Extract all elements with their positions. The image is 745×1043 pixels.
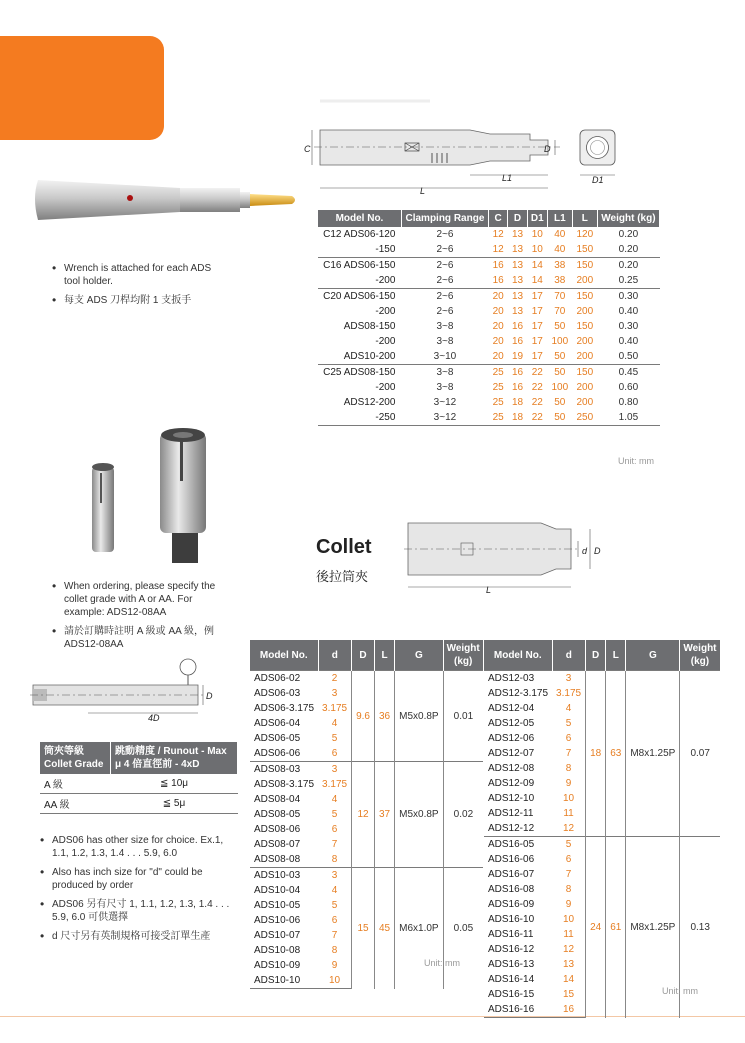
model-cell: -250 [318, 410, 401, 426]
dim-d-small: d [582, 546, 588, 556]
table-row [250, 671, 483, 687]
value-cell: 25 [492, 382, 504, 393]
table-row [318, 319, 660, 334]
model-cell: ADS12-05 [488, 718, 535, 729]
value-cell: 38 [547, 258, 572, 274]
model-cell: ADS12-03 [484, 671, 552, 687]
model-cell: ADS10-03 [250, 868, 318, 884]
table-row [318, 380, 660, 395]
value-cell: 0.30 [618, 321, 639, 332]
d-cell: 8 [331, 854, 338, 865]
header-cell: L [606, 640, 626, 671]
model-cell: ADS16-05 [484, 837, 552, 853]
header-cell: Weight (kg) [443, 640, 483, 671]
header-cell: L [374, 640, 394, 671]
value-cell: 200 [576, 351, 594, 362]
d-cell: 9 [331, 960, 338, 971]
model-cell: ADS06-03 [254, 688, 301, 699]
collet-subtitle: 後拉筒夾 [316, 569, 369, 584]
model-cell: ADS10-05 [254, 900, 301, 911]
table-header-row [484, 640, 720, 671]
value-cell: 3~10 [433, 351, 457, 362]
table-row [250, 762, 483, 778]
dim-4d: 4D [148, 713, 160, 723]
unit-label: Unit: mm [662, 986, 698, 996]
header-cell: Model No. [484, 640, 552, 671]
dim-d-runout: D [206, 691, 213, 701]
value-cell: 40 [554, 244, 566, 255]
note-item: • 請於訂購時註明 A 級或 AA 級，例 ADS12-08AA [52, 625, 227, 651]
model-cell: ADS06-05 [254, 733, 301, 744]
group-g-cell: M8x1.25P [626, 837, 680, 1018]
notes-sizes [40, 834, 230, 949]
table-header-row [318, 210, 660, 227]
value-cell: 16 [488, 258, 507, 274]
value-cell: 20 [492, 336, 504, 347]
value-cell: 0.50 [618, 351, 639, 362]
d-cell: 6 [565, 854, 572, 865]
grade-cell: AA 級 [40, 794, 111, 814]
table-row [40, 774, 238, 794]
table-row [484, 671, 720, 687]
header-cell: C [488, 210, 507, 227]
model-cell: ADS16-16 [484, 1002, 552, 1018]
value-cell: 20 [492, 351, 504, 362]
note-item: • ADS06 has other size for choice. Ex.1, 1.1, 1.2, 1.3, 1.4 . . . 5.9, 6.0 [40, 834, 230, 860]
model-cell: ADS10-04 [254, 885, 301, 896]
value-cell: 250 [572, 410, 597, 426]
header-cell: d [318, 640, 352, 671]
model-cell: -200 [375, 382, 396, 393]
value-cell: 13 [508, 289, 527, 305]
value-cell: 3~8 [436, 336, 454, 347]
model-cell: ADS08-3.175 [254, 779, 315, 790]
table-header-row [40, 742, 238, 774]
d-cell: 7 [565, 869, 572, 880]
value-cell: 70 [547, 289, 572, 305]
value-cell: 0.60 [618, 382, 639, 393]
value-cell: 10 [531, 229, 543, 240]
d-cell: 11 [563, 929, 574, 940]
d-cell: 4 [331, 794, 338, 805]
note-item: • Also has inch size for "d" could be produced by order [40, 866, 230, 892]
value-cell: 3~8 [401, 365, 488, 381]
value-cell: 13 [511, 229, 524, 240]
value-cell: 13 [508, 258, 527, 274]
value-cell: 10 [531, 244, 543, 255]
d-cell: 10 [318, 973, 352, 989]
table-row [318, 410, 660, 426]
value-cell: 20 [492, 321, 504, 332]
d-cell: 6 [331, 748, 338, 759]
group-w-cell: 0.13 [680, 837, 720, 1018]
model-cell: ADS06-02 [250, 671, 318, 687]
value-cell: 16 [508, 365, 527, 381]
d-cell: 8 [565, 884, 572, 895]
value-cell: 38 [554, 275, 566, 286]
d-cell: 11 [563, 808, 574, 819]
value-cell: 17 [531, 321, 543, 332]
header-cell: Weight (kg) [597, 210, 659, 227]
model-cell: ADS16-08 [488, 884, 535, 895]
model-cell: ADS12-11 [488, 808, 534, 819]
value-cell: 150 [576, 244, 594, 255]
model-cell: ADS10-07 [254, 930, 301, 941]
value-cell: 120 [576, 229, 594, 240]
table-header-row [250, 640, 483, 671]
header-cell: Weight (kg) [680, 640, 720, 671]
d-cell: 2 [318, 671, 352, 687]
value-cell: 19 [511, 351, 524, 362]
value-cell: 100 [551, 382, 569, 393]
tool-holder-drawing [300, 95, 640, 200]
dim-l: L [420, 186, 426, 196]
dim-c: C [304, 144, 311, 154]
d-cell: 13 [563, 959, 575, 970]
header-cell: Model No. [250, 640, 318, 671]
model-cell: ADS16-14 [488, 974, 535, 985]
notes-ordering [52, 580, 227, 657]
value-cell: 14 [527, 258, 547, 274]
value-cell: 17 [531, 306, 543, 317]
value-cell: 20 [488, 289, 507, 305]
value-cell: 25 [488, 410, 507, 426]
group-w-cell: 0.02 [443, 762, 483, 868]
d-cell: 6 [331, 824, 338, 835]
value-cell: 20 [492, 306, 504, 317]
note-item: • ADS06 另有尺寸 1, 1.1, 1.2, 1.3, 1.4 . . . 5.9, 6.0 可供選擇 [40, 898, 230, 924]
header-cell: Model No. [318, 210, 401, 227]
runout-drawing [28, 655, 228, 725]
group-w-cell: 0.07 [680, 671, 720, 837]
note-item: • When ordering, please specify the collet grade with A or AA. For example: ADS12-08AA [52, 580, 227, 619]
header-cell: D [586, 640, 606, 671]
value-cell: 2~6 [436, 229, 454, 240]
value-cell: 16 [511, 382, 524, 393]
model-cell: ADS10-06 [254, 915, 301, 926]
unit-label: Unit: mm [424, 958, 460, 968]
table-row [318, 289, 660, 305]
value-cell: 150 [572, 289, 597, 305]
unit-label: Unit: mm [618, 456, 654, 466]
header-cell: d [552, 640, 586, 671]
value-cell: 16 [511, 321, 524, 332]
header-cell: Clamping Range [401, 210, 488, 227]
model-cell: ADS10-09 [254, 960, 301, 971]
value-cell: 22 [531, 397, 543, 408]
section-tab [0, 36, 164, 140]
value-cell: 2~6 [401, 258, 488, 274]
model-cell: ADS06-04 [254, 718, 301, 729]
header-cell: D [508, 210, 527, 227]
model-cell: ADS08-06 [254, 824, 301, 835]
model-cell: ADS16-09 [488, 899, 535, 910]
model-cell: ADS10-08 [254, 945, 301, 956]
group-l-cell: 63 [606, 671, 626, 837]
value-cell: 200 [576, 275, 594, 286]
model-cell: ADS12-12 [488, 823, 535, 834]
header-cell: G [626, 640, 680, 671]
model-cell: ADS06-06 [254, 748, 301, 759]
value-cell: 25 [488, 365, 507, 381]
value-cell: 0.40 [618, 306, 639, 317]
tool-holder-photo [30, 168, 300, 238]
group-g-cell: M8x1.25P [626, 671, 680, 837]
value-cell: 3~12 [401, 410, 488, 426]
model-cell: ADS08-150 [343, 321, 396, 332]
model-cell: ADS08-07 [254, 839, 301, 850]
d-cell: 3 [552, 671, 586, 687]
value-cell: 0.40 [618, 336, 639, 347]
d-cell: 5 [552, 837, 586, 853]
group-g-cell: M6x1.0P [395, 868, 443, 989]
value-cell: 12 [492, 244, 504, 255]
table-row [318, 227, 660, 242]
value-cell: 50 [554, 321, 566, 332]
header-cell: G [395, 640, 443, 671]
runout-cell: ≦ 10μ [111, 774, 238, 794]
value-cell: 13 [511, 306, 524, 317]
table-row [318, 242, 660, 258]
value-cell: 0.20 [597, 258, 659, 274]
d-cell: 5 [565, 718, 572, 729]
table-row [318, 304, 660, 319]
model-cell: ADS08-03 [250, 762, 318, 778]
model-cell: ADS12-06 [488, 733, 535, 744]
value-cell: 3~12 [433, 397, 457, 408]
collet-spec-table-right [484, 640, 721, 1018]
d-cell: 5 [331, 809, 338, 820]
collet-photo [80, 425, 225, 580]
d-cell: 9 [565, 778, 572, 789]
value-cell: 1.05 [597, 410, 659, 426]
dim-l1: L1 [502, 173, 513, 183]
group-d-cell: 12 [352, 762, 375, 868]
dim-d: D [544, 144, 551, 154]
header-cell: D [352, 640, 375, 671]
model-cell: ADS12-07 [488, 748, 535, 759]
note-item: • d 尺寸另有英制規格可接受訂單生產 [40, 930, 230, 943]
model-cell: ADS10-200 [343, 351, 396, 362]
group-l-cell: 37 [374, 762, 394, 868]
value-cell: 70 [554, 306, 566, 317]
model-cell: ADS12-09 [488, 778, 535, 789]
d-cell: 7 [331, 930, 338, 941]
group-w-cell: 0.01 [443, 671, 483, 762]
table-row [318, 349, 660, 365]
d-cell: 10 [563, 914, 575, 925]
model-cell: C12 ADS06-120 [323, 229, 396, 240]
holder-spec-table [318, 210, 660, 426]
header-cell: D1 [527, 210, 547, 227]
value-cell: 2~6 [436, 244, 454, 255]
value-cell: 14 [531, 275, 543, 286]
group-d-cell: 18 [586, 671, 606, 837]
value-cell: 25 [492, 397, 504, 408]
model-cell: C25 ADS08-150 [318, 365, 401, 381]
model-cell: C20 ADS06-150 [318, 289, 401, 305]
table-row [318, 273, 660, 289]
value-cell: 0.20 [618, 229, 639, 240]
table-row [40, 794, 238, 814]
value-cell: 3~8 [436, 321, 454, 332]
model-cell: -200 [375, 306, 396, 317]
value-cell: 0.20 [618, 244, 639, 255]
d-cell: 3 [331, 688, 338, 699]
group-d-cell: 24 [586, 837, 606, 1018]
value-cell: 17 [531, 351, 543, 362]
d-cell: 7 [331, 839, 338, 850]
value-cell: 17 [531, 336, 543, 347]
model-cell: ADS10-10 [250, 973, 318, 989]
d-cell: 6 [565, 733, 572, 744]
d-cell: 10 [563, 793, 575, 804]
value-cell: 2~6 [436, 306, 454, 317]
notes-wrench [52, 262, 227, 313]
table-row [318, 258, 660, 274]
value-cell: 0.45 [597, 365, 659, 381]
d-cell: 4 [331, 885, 338, 896]
value-cell: 150 [572, 365, 597, 381]
table-row [318, 334, 660, 349]
dim-l-collet: L [486, 585, 492, 595]
value-cell: 0.30 [597, 289, 659, 305]
value-cell: 16 [511, 336, 524, 347]
model-cell: ADS12-200 [343, 397, 396, 408]
value-cell: 200 [576, 397, 594, 408]
d-cell: 16 [552, 1002, 586, 1018]
d-cell: 3 [318, 762, 352, 778]
value-cell: 22 [527, 365, 547, 381]
d-cell: 14 [563, 974, 575, 985]
header-cell: L [572, 210, 597, 227]
value-cell: 200 [576, 306, 594, 317]
model-cell: ADS08-08 [254, 854, 301, 865]
group-l-cell: 45 [374, 868, 394, 989]
collet-spec-table-left [250, 640, 484, 989]
value-cell: 2~6 [436, 275, 454, 286]
d-cell: 5 [331, 733, 338, 744]
value-cell: 40 [554, 229, 566, 240]
collet-drawing [286, 505, 616, 600]
group-w-cell: 0.05 [443, 868, 483, 989]
value-cell: 18 [511, 397, 524, 408]
header-cell: L1 [547, 210, 572, 227]
model-cell: ADS08-05 [254, 809, 301, 820]
value-cell: 12 [492, 229, 504, 240]
runout-cell: ≦ 5μ [111, 794, 238, 814]
dim-d1: D1 [592, 175, 604, 185]
value-cell: 13 [511, 244, 524, 255]
d-cell: 5 [331, 900, 338, 911]
model-cell: ADS12-10 [488, 793, 535, 804]
value-cell: 13 [511, 275, 524, 286]
group-d-cell: 9.6 [352, 671, 375, 762]
d-cell: 3.175 [322, 703, 348, 714]
model-cell: ADS12-3.175 [488, 688, 549, 699]
model-cell: -200 [375, 275, 396, 286]
value-cell: 50 [554, 397, 566, 408]
d-cell: 12 [563, 944, 575, 955]
d-cell: 12 [563, 823, 575, 834]
value-cell: 3~8 [436, 382, 454, 393]
value-cell: 50 [547, 365, 572, 381]
dim-d-large: D [594, 546, 601, 556]
model-cell: ADS16-15 [488, 989, 535, 1000]
collet-title: Collet [316, 536, 372, 558]
model-cell: C16 ADS06-150 [318, 258, 401, 274]
model-cell: ADS16-11 [488, 929, 534, 940]
value-cell: 50 [554, 351, 566, 362]
note-item: • Wrench is attached for each ADS tool holder. [52, 262, 227, 288]
value-cell: 150 [572, 258, 597, 274]
d-cell: 4 [565, 703, 572, 714]
value-cell: 2~6 [401, 289, 488, 305]
note-item: • 每支 ADS 刀桿均附 1 支扳手 [52, 294, 227, 307]
group-g-cell: M5x0.8P [395, 671, 443, 762]
model-cell: ADS12-04 [488, 703, 535, 714]
value-cell: 100 [551, 336, 569, 347]
table-row [484, 837, 720, 853]
value-cell: 200 [576, 382, 594, 393]
value-cell: 22 [527, 410, 547, 426]
model-cell: ADS16-13 [488, 959, 535, 970]
value-cell: 200 [576, 336, 594, 347]
d-cell: 8 [331, 945, 338, 956]
d-cell: 8 [565, 763, 572, 774]
model-cell: ADS16-10 [488, 914, 535, 925]
d-cell: 3 [318, 868, 352, 884]
group-l-cell: 61 [606, 837, 626, 1018]
table-row [250, 868, 483, 884]
table-row [318, 395, 660, 410]
d-cell: 9 [565, 899, 572, 910]
d-cell: 7 [565, 748, 572, 759]
model-cell: ADS16-12 [488, 944, 535, 955]
model-cell: ADS12-08 [488, 763, 535, 774]
table-row [318, 365, 660, 381]
model-cell: -150 [375, 244, 396, 255]
value-cell: 18 [508, 410, 527, 426]
d-cell: 4 [331, 718, 338, 729]
value-cell: 17 [527, 289, 547, 305]
header-cell: 筒夾等級 Collet Grade [40, 742, 111, 774]
value-cell: 0.80 [618, 397, 639, 408]
model-cell: ADS06-3.175 [254, 703, 315, 714]
model-cell: ADS16-06 [488, 854, 535, 865]
group-l-cell: 36 [374, 671, 394, 762]
grade-cell: A 級 [40, 774, 111, 794]
model-cell: ADS08-04 [254, 794, 301, 805]
d-cell: 3.175 [322, 779, 348, 790]
d-cell: 3.175 [556, 688, 582, 699]
d-cell: 6 [331, 915, 338, 926]
value-cell: 150 [576, 321, 594, 332]
d-cell: 15 [563, 989, 575, 1000]
group-g-cell: M5x0.8P [395, 762, 443, 868]
value-cell: 50 [547, 410, 572, 426]
value-cell: 0.25 [618, 275, 639, 286]
header-cell: 跳動精度 / Runout - Max μ 4 倍直徑前 - 4xD [111, 742, 238, 774]
collet-grade-table [40, 742, 238, 814]
value-cell: 22 [531, 382, 543, 393]
group-d-cell: 15 [352, 868, 375, 989]
value-cell: 16 [492, 275, 504, 286]
model-cell: -200 [375, 336, 396, 347]
model-cell: ADS16-07 [488, 869, 535, 880]
